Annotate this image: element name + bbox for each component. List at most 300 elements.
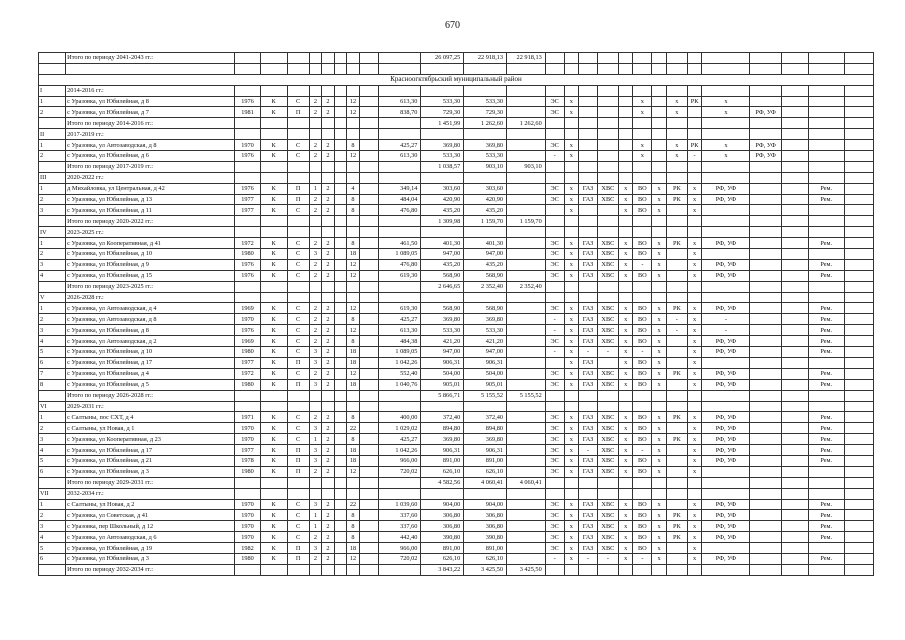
cell — [808, 85, 844, 96]
cell — [378, 85, 421, 96]
cell — [378, 118, 421, 129]
cell — [579, 401, 598, 412]
period-header-row — [39, 172, 874, 183]
row-number: 1 — [39, 499, 66, 510]
cell — [652, 118, 667, 129]
year: 1976 — [235, 96, 260, 107]
total-area: 461,50 — [378, 238, 421, 249]
work-type — [750, 434, 781, 445]
cell — [808, 292, 844, 303]
work-type: Рем. — [808, 368, 844, 379]
year: 1971 — [235, 412, 260, 423]
period-header-row — [39, 129, 874, 140]
material: П — [287, 194, 309, 205]
num-cell — [39, 477, 66, 488]
cell — [334, 401, 347, 412]
floors: 2 — [309, 466, 322, 477]
cell — [808, 129, 844, 140]
table-row — [39, 455, 874, 466]
year: 1969 — [235, 336, 260, 347]
cell — [464, 172, 507, 183]
address: с Салтыны, ул Новая, д 2 — [66, 499, 235, 510]
work-type: ВО — [633, 434, 652, 445]
cell — [618, 63, 633, 74]
work-type: РФ, УФ — [702, 183, 750, 194]
apartments: 4 — [347, 183, 360, 194]
cell — [579, 161, 598, 172]
cell — [597, 281, 618, 292]
cell — [334, 357, 347, 368]
cell — [633, 390, 652, 401]
living-area: 533,30 — [421, 151, 464, 162]
work-type: РК — [666, 303, 687, 314]
material: С — [287, 238, 309, 249]
living-area: 303,60 — [421, 183, 464, 194]
work-type: Рем. — [808, 423, 844, 434]
entrances: 2 — [322, 466, 335, 477]
work-type — [750, 205, 781, 216]
work-type: х — [666, 96, 687, 107]
cell — [618, 488, 633, 499]
table-row — [39, 357, 874, 368]
period-number: IV — [39, 227, 66, 238]
work-type: х — [564, 151, 579, 162]
cell — [309, 564, 322, 575]
work-type — [808, 151, 844, 162]
cell — [545, 564, 564, 575]
living-area-private: 894,80 — [464, 423, 507, 434]
material: С — [287, 314, 309, 325]
work-type: х — [687, 205, 702, 216]
cell — [545, 118, 564, 129]
cell — [545, 227, 564, 238]
cell — [359, 455, 378, 466]
work-type: ЭС — [545, 434, 564, 445]
cell — [464, 85, 507, 96]
period-total-row — [39, 281, 874, 292]
work-type: х — [564, 183, 579, 194]
cell — [322, 129, 335, 140]
work-type: ЭС — [545, 466, 564, 477]
entrances: 2 — [322, 553, 335, 564]
work-type — [750, 238, 781, 249]
cell — [781, 161, 808, 172]
work-type: Рем. — [808, 434, 844, 445]
cell — [322, 401, 335, 412]
cell — [359, 107, 378, 118]
work-type: х — [652, 521, 667, 532]
cell — [545, 129, 564, 140]
living-area: 369,80 — [421, 434, 464, 445]
cell — [378, 292, 421, 303]
work-type — [781, 445, 808, 456]
work-type — [750, 423, 781, 434]
apartments: 18 — [347, 347, 360, 358]
work-type — [781, 466, 808, 477]
cell — [66, 63, 235, 74]
type: К — [260, 336, 287, 347]
cell — [359, 172, 378, 183]
work-type — [781, 314, 808, 325]
summary-value: 903,10 — [464, 161, 507, 172]
work-type: х — [618, 336, 633, 347]
work-type: х — [687, 499, 702, 510]
work-type: х — [564, 325, 579, 336]
cell — [334, 118, 347, 129]
work-type: х — [702, 107, 750, 118]
work-type: х — [633, 151, 652, 162]
total-area: 337,60 — [378, 510, 421, 521]
cell — [633, 63, 652, 74]
work-type: РФ, УФ — [702, 238, 750, 249]
entrances: 2 — [322, 205, 335, 216]
work-type — [781, 543, 808, 554]
period-number: VII — [39, 488, 66, 499]
work-type — [666, 357, 687, 368]
work-type — [687, 107, 702, 118]
living-area: 533,30 — [421, 96, 464, 107]
entrances: 2 — [322, 270, 335, 281]
apartments: 12 — [347, 270, 360, 281]
apartments: 8 — [347, 532, 360, 543]
work-type: х — [618, 445, 633, 456]
row-number: 2 — [39, 107, 66, 118]
year: 1980 — [235, 249, 260, 260]
cell — [844, 259, 874, 270]
summary-value: 1 159,70 — [464, 216, 507, 227]
cell — [666, 216, 687, 227]
cell — [464, 129, 507, 140]
entrances: 2 — [322, 532, 335, 543]
summary-label: Итого по периоду 2023-2025 гг.: — [66, 281, 235, 292]
work-type — [750, 532, 781, 543]
cell — [579, 564, 598, 575]
cell — [347, 281, 360, 292]
work-type — [597, 96, 618, 107]
floors: 2 — [309, 151, 322, 162]
work-type — [597, 205, 618, 216]
cell — [687, 390, 702, 401]
cell — [618, 216, 633, 227]
row-number: 2 — [39, 423, 66, 434]
work-type: ВО — [633, 510, 652, 521]
work-type — [750, 259, 781, 270]
cell — [235, 53, 260, 64]
work-type: - — [545, 347, 564, 358]
cell — [545, 281, 564, 292]
cell — [545, 53, 564, 64]
cell — [808, 161, 844, 172]
cell — [359, 140, 378, 151]
work-type: Рем. — [808, 445, 844, 456]
work-type: х — [564, 379, 579, 390]
work-type: х — [652, 194, 667, 205]
total-area: 613,30 — [378, 151, 421, 162]
total-area: 400,00 — [378, 412, 421, 423]
work-type — [781, 96, 808, 107]
work-type: ВО — [633, 314, 652, 325]
cell — [334, 172, 347, 183]
work-type: х — [564, 96, 579, 107]
cell — [507, 488, 546, 499]
cell — [359, 466, 378, 477]
apartments: 12 — [347, 107, 360, 118]
cell — [334, 521, 347, 532]
cell — [844, 205, 874, 216]
work-type — [652, 107, 667, 118]
work-type: х — [618, 270, 633, 281]
cell — [844, 292, 874, 303]
cell — [334, 205, 347, 216]
work-type: х — [687, 412, 702, 423]
type: К — [260, 270, 287, 281]
cell — [545, 477, 564, 488]
cell — [633, 53, 652, 64]
work-type — [579, 107, 598, 118]
year: 1977 — [235, 445, 260, 456]
living-area-private: 303,60 — [464, 183, 507, 194]
address: с Уразовка, ул Юбилейная, д 13 — [66, 194, 235, 205]
work-type: ГАЗ — [579, 249, 598, 260]
work-type: РК — [666, 521, 687, 532]
address: с Уразовка, пер Школьный, д 12 — [66, 521, 235, 532]
table-row — [39, 510, 874, 521]
cell — [666, 53, 687, 64]
work-type: ЭС — [545, 303, 564, 314]
work-type: х — [687, 553, 702, 564]
cell — [844, 129, 874, 140]
cell — [844, 466, 874, 477]
work-type: х — [618, 357, 633, 368]
apartments: 18 — [347, 543, 360, 554]
work-type — [781, 205, 808, 216]
work-type: х — [652, 238, 667, 249]
cell — [347, 129, 360, 140]
cell — [844, 314, 874, 325]
address: с Уразовка, ул Юбилейная, д 4 — [66, 368, 235, 379]
cell — [564, 53, 579, 64]
cell — [309, 227, 322, 238]
work-type: ХВС — [597, 336, 618, 347]
cell — [666, 281, 687, 292]
cell — [359, 151, 378, 162]
work-type: ГАЗ — [579, 532, 598, 543]
work-type: - — [666, 314, 687, 325]
cell — [359, 53, 378, 64]
cell — [334, 96, 347, 107]
cell — [334, 434, 347, 445]
work-type: х — [652, 368, 667, 379]
cell — [507, 249, 546, 260]
cell — [652, 477, 667, 488]
cell — [844, 216, 874, 227]
work-type — [618, 96, 633, 107]
row-number: 6 — [39, 553, 66, 564]
work-type: х — [652, 357, 667, 368]
type: К — [260, 455, 287, 466]
cell — [666, 129, 687, 140]
row-number: 1 — [39, 303, 66, 314]
table-row — [39, 314, 874, 325]
type: К — [260, 521, 287, 532]
living-area: 390,80 — [421, 532, 464, 543]
work-type: Рем. — [808, 412, 844, 423]
cell — [702, 53, 750, 64]
cell — [781, 488, 808, 499]
work-type: ВО — [633, 357, 652, 368]
entrances: 2 — [322, 249, 335, 260]
work-type — [750, 194, 781, 205]
work-type — [666, 553, 687, 564]
cell — [702, 281, 750, 292]
cell — [359, 303, 378, 314]
cell — [564, 216, 579, 227]
cell — [309, 281, 322, 292]
cell — [378, 281, 421, 292]
type: К — [260, 259, 287, 270]
address: с Уразовка, ул Юбилейная, д 6 — [66, 151, 235, 162]
work-type — [666, 455, 687, 466]
material: С — [287, 412, 309, 423]
cell — [687, 161, 702, 172]
cell — [781, 63, 808, 74]
work-type: х — [618, 303, 633, 314]
cell — [844, 85, 874, 96]
total-area: 1 089,05 — [378, 249, 421, 260]
living-area: 891,00 — [421, 543, 464, 554]
cell — [334, 543, 347, 554]
floors: 3 — [309, 543, 322, 554]
work-type: РФ, УФ — [702, 336, 750, 347]
row-number: 1 — [39, 183, 66, 194]
cell — [750, 390, 781, 401]
cell — [334, 445, 347, 456]
floors: 2 — [309, 325, 322, 336]
cell — [322, 118, 335, 129]
num-cell — [39, 161, 66, 172]
cell — [347, 564, 360, 575]
apartments: 12 — [347, 325, 360, 336]
cell — [359, 423, 378, 434]
work-type: х — [618, 423, 633, 434]
type: К — [260, 368, 287, 379]
cell — [844, 347, 874, 358]
work-type: ХВС — [597, 368, 618, 379]
cell — [287, 129, 309, 140]
cell — [322, 172, 335, 183]
cell — [260, 63, 287, 74]
cell — [287, 488, 309, 499]
material: С — [287, 140, 309, 151]
total-area: 552,40 — [378, 368, 421, 379]
work-type: ЭС — [545, 183, 564, 194]
work-type — [702, 466, 750, 477]
type: К — [260, 510, 287, 521]
cell — [322, 85, 335, 96]
living-area: 306,80 — [421, 510, 464, 521]
work-type: ГАЗ — [579, 259, 598, 270]
living-area-private: 947,00 — [464, 249, 507, 260]
row-number: 5 — [39, 455, 66, 466]
summary-label: Итого по периоду 2041-2043 гг.: — [66, 53, 235, 64]
address: с Уразовка, ул Юбилейная, д 17 — [66, 445, 235, 456]
total-area: 1 040,76 — [378, 379, 421, 390]
work-type: х — [564, 521, 579, 532]
cell — [666, 477, 687, 488]
work-type: х — [652, 434, 667, 445]
work-type: х — [687, 510, 702, 521]
work-type — [652, 151, 667, 162]
summary-value: 1 262,60 — [464, 118, 507, 129]
work-type: х — [564, 543, 579, 554]
material: П — [287, 466, 309, 477]
living-area-private: 369,80 — [464, 140, 507, 151]
work-type — [781, 455, 808, 466]
work-type: - — [545, 325, 564, 336]
year: 1980 — [235, 379, 260, 390]
work-type — [666, 336, 687, 347]
work-type — [597, 140, 618, 151]
cell — [564, 172, 579, 183]
cell — [322, 227, 335, 238]
apartments: 12 — [347, 303, 360, 314]
work-type — [781, 325, 808, 336]
cell — [334, 53, 347, 64]
cell — [287, 161, 309, 172]
summary-value: 1 262,60 — [507, 118, 546, 129]
cell — [235, 390, 260, 401]
year: 1970 — [235, 434, 260, 445]
cell — [633, 172, 652, 183]
table-row — [39, 521, 874, 532]
work-type: ГАЗ — [579, 379, 598, 390]
cell — [618, 564, 633, 575]
total-area: 1 089,05 — [378, 347, 421, 358]
work-type — [781, 183, 808, 194]
cell — [334, 510, 347, 521]
type: К — [260, 249, 287, 260]
type: К — [260, 140, 287, 151]
cell — [334, 553, 347, 564]
material: С — [287, 259, 309, 270]
floors: 2 — [309, 336, 322, 347]
cell — [260, 488, 287, 499]
work-type: ХВС — [597, 543, 618, 554]
cell — [507, 183, 546, 194]
year: 1981 — [235, 107, 260, 118]
living-area-private: 421,20 — [464, 336, 507, 347]
cell — [260, 281, 287, 292]
top-summary-row — [39, 53, 874, 64]
table-row — [39, 325, 874, 336]
work-type — [781, 357, 808, 368]
cell — [334, 129, 347, 140]
work-type: х — [618, 325, 633, 336]
cell — [702, 227, 750, 238]
apartments: 8 — [347, 314, 360, 325]
work-type: РФ, УФ — [702, 455, 750, 466]
work-type: х — [687, 379, 702, 390]
material: С — [287, 336, 309, 347]
cell — [334, 532, 347, 543]
work-type: ХВС — [597, 238, 618, 249]
cell — [507, 466, 546, 477]
work-type: РФ, УФ — [702, 194, 750, 205]
work-type: х — [633, 96, 652, 107]
period-label: 2014-2016 гг.: — [66, 85, 235, 96]
row-number: 6 — [39, 357, 66, 368]
apartments: 22 — [347, 499, 360, 510]
